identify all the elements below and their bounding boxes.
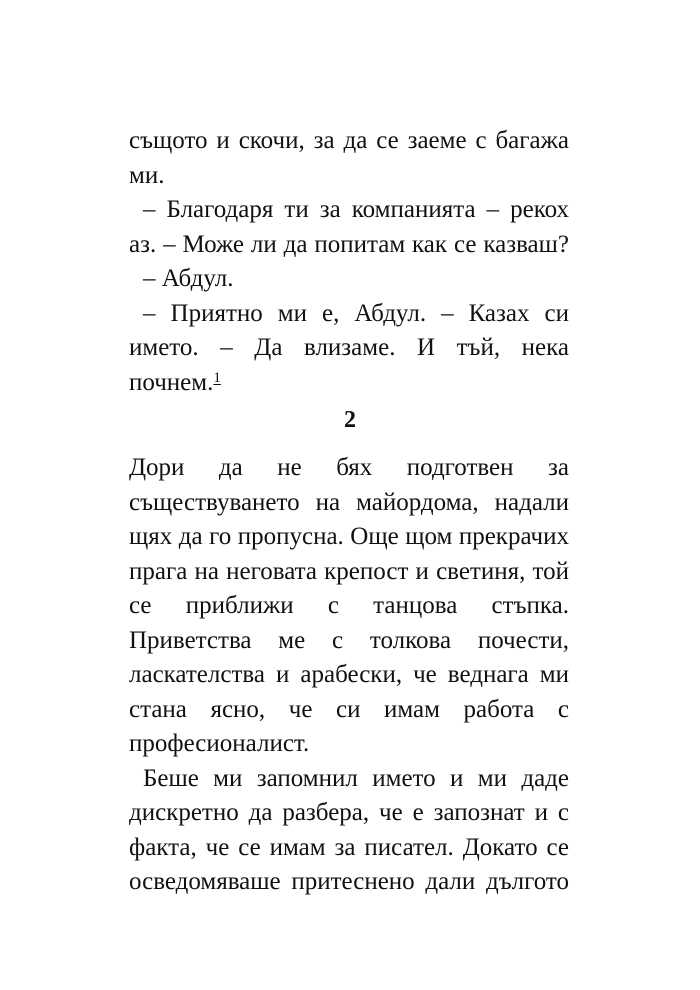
text-line: прага на неговата крепост и светиня, той [129, 557, 569, 585]
top-text-section [129, 124, 569, 400]
chapter-number: 2 [344, 407, 356, 433]
bottom-text-section [129, 451, 569, 900]
text-line: Беше ми запомнил името и ми даде [143, 764, 569, 792]
paragraph [129, 451, 569, 762]
text-line: стана ясно, че си имам работа с [129, 695, 569, 723]
text-line: се приближи с танцова стъпка. [129, 592, 569, 619]
paragraph [129, 193, 569, 262]
text-line: осведомяваше притеснено дали дългото [129, 868, 569, 895]
text-line: същото и скочи, за да се заеме с багажа [129, 127, 569, 154]
text-line: почнем. [129, 368, 214, 396]
text-line: факта, че се имам за писател. Докато се [129, 833, 569, 861]
text-line: ми. [129, 161, 165, 189]
text-line: – Абдул. [143, 265, 234, 292]
text-line: Приветства ме с толкова почести, [129, 626, 569, 654]
text-line: съществуването на майордома, надали [129, 488, 569, 516]
paragraph [129, 762, 569, 900]
footnote-link[interactable]: 1 [213, 369, 221, 386]
text-line: – Благодаря ти за компанията – рекох [143, 196, 569, 223]
text-line: щях да го пропусна. Още щом прекрачих [129, 523, 569, 550]
text-line: името. – Да влизаме. И тъй, нека [129, 334, 569, 361]
paragraph [129, 297, 569, 401]
text-line: Дори да не бях подготвен за [129, 454, 569, 481]
text-line-with-footnote [129, 366, 569, 401]
text-line: аз. – Може ли да попитам как се казваш? [129, 230, 569, 258]
paragraph [129, 262, 569, 297]
text-line: ласкателства и арабески, че веднага ми [129, 661, 569, 688]
text-line: дискретно да разбера, че е запознат и с [129, 799, 569, 826]
text-line: – Приятно ми е, Абдул. – Казах си [143, 299, 569, 327]
text-line: професионалист. [129, 730, 310, 757]
paragraph [129, 124, 569, 193]
